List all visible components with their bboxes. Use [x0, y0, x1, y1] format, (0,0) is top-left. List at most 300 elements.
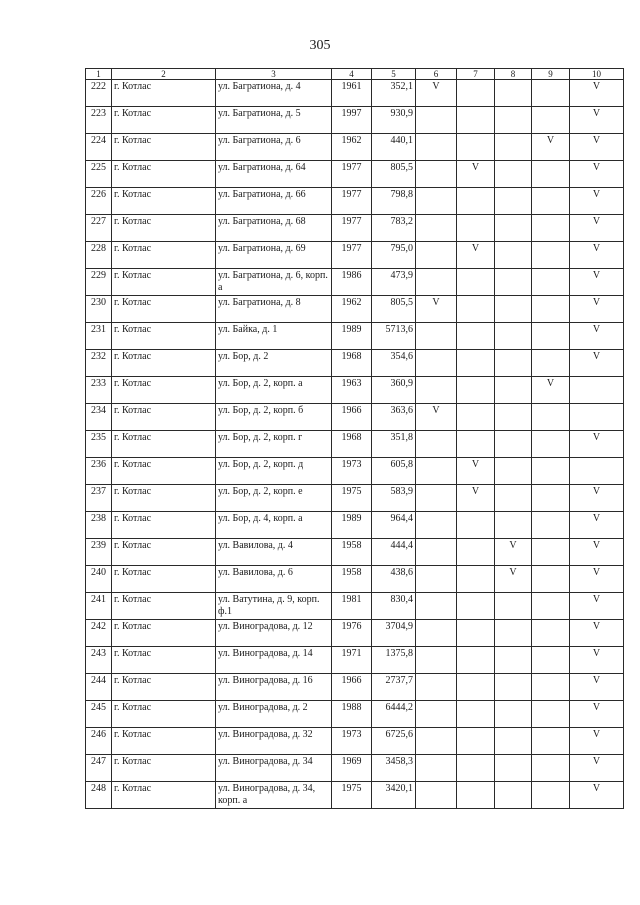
- row-number: 237: [86, 485, 112, 512]
- mark-cell-9: V: [532, 134, 570, 161]
- table-row: [86, 215, 624, 242]
- table-row: [86, 296, 624, 323]
- row-number: 240: [86, 566, 112, 593]
- mark-cell-9: [532, 188, 570, 215]
- year-cell: 1997: [332, 107, 372, 134]
- column-header: 4: [332, 69, 372, 80]
- address-cell: ул. Багратиона, д. 64: [216, 161, 332, 188]
- mark-cell-6: [416, 647, 457, 674]
- mark-cell-7: [457, 674, 495, 701]
- mark-cell-7: [457, 404, 495, 431]
- city-cell: г. Котлас: [112, 134, 216, 161]
- table-row: [86, 620, 624, 647]
- mark-cell-7: [457, 215, 495, 242]
- mark-cell-9: [532, 431, 570, 458]
- area-cell: 3420,1: [372, 782, 416, 809]
- row-number: 241: [86, 593, 112, 620]
- year-cell: 1986: [332, 269, 372, 296]
- mark-cell-7: [457, 134, 495, 161]
- mark-cell-7: [457, 80, 495, 107]
- column-header: 9: [532, 69, 570, 80]
- mark-cell-9: [532, 161, 570, 188]
- row-number: 227: [86, 215, 112, 242]
- mark-cell-6: [416, 458, 457, 485]
- mark-cell-8: [495, 431, 532, 458]
- row-number: 229: [86, 269, 112, 296]
- area-cell: 964,4: [372, 512, 416, 539]
- mark-cell-6: [416, 188, 457, 215]
- mark-cell-8: [495, 80, 532, 107]
- city-cell: г. Котлас: [112, 431, 216, 458]
- mark-cell-8: [495, 674, 532, 701]
- address-cell: ул. Байка, д. 1: [216, 323, 332, 350]
- mark-cell-10: [570, 458, 624, 485]
- city-cell: г. Котлас: [112, 350, 216, 377]
- mark-cell-9: [532, 674, 570, 701]
- mark-cell-7: [457, 647, 495, 674]
- mark-cell-9: [532, 269, 570, 296]
- mark-cell-8: [495, 755, 532, 782]
- address-cell: ул. Бор, д. 2, корп. е: [216, 485, 332, 512]
- address-cell: ул. Багратиона, д. 68: [216, 215, 332, 242]
- city-cell: г. Котлас: [112, 404, 216, 431]
- area-cell: 1375,8: [372, 647, 416, 674]
- row-number: 239: [86, 539, 112, 566]
- mark-cell-8: [495, 404, 532, 431]
- mark-cell-9: [532, 512, 570, 539]
- table-row: [86, 728, 624, 755]
- mark-cell-8: [495, 458, 532, 485]
- address-cell: ул. Виноградова, д. 12: [216, 620, 332, 647]
- mark-cell-10: V: [570, 323, 624, 350]
- year-cell: 1966: [332, 404, 372, 431]
- table-row: [86, 350, 624, 377]
- mark-cell-8: [495, 593, 532, 620]
- city-cell: г. Котлас: [112, 323, 216, 350]
- mark-cell-7: [457, 701, 495, 728]
- housing-register-table: [85, 68, 624, 809]
- mark-cell-6: V: [416, 404, 457, 431]
- city-cell: г. Котлас: [112, 161, 216, 188]
- mark-cell-7: [457, 782, 495, 809]
- row-number: 234: [86, 404, 112, 431]
- table-row: [86, 404, 624, 431]
- mark-cell-6: [416, 674, 457, 701]
- mark-cell-6: [416, 701, 457, 728]
- mark-cell-7: [457, 323, 495, 350]
- mark-cell-10: V: [570, 782, 624, 809]
- address-cell: ул. Бор, д. 4, корп. а: [216, 512, 332, 539]
- table-row: [86, 458, 624, 485]
- city-cell: г. Котлас: [112, 701, 216, 728]
- mark-cell-9: [532, 620, 570, 647]
- column-header: 2: [112, 69, 216, 80]
- area-cell: 6444,2: [372, 701, 416, 728]
- year-cell: 1989: [332, 512, 372, 539]
- city-cell: г. Котлас: [112, 566, 216, 593]
- address-cell: ул. Багратиона, д. 4: [216, 80, 332, 107]
- table-row: [86, 161, 624, 188]
- column-header: 10: [570, 69, 624, 80]
- address-cell: ул. Ватутина, д. 9, корп. ф.1: [216, 593, 332, 620]
- mark-cell-7: [457, 728, 495, 755]
- area-cell: 830,4: [372, 593, 416, 620]
- address-cell: ул. Виноградова, д. 34: [216, 755, 332, 782]
- city-cell: г. Котлас: [112, 269, 216, 296]
- address-cell: ул. Виноградова, д. 34, корп. а: [216, 782, 332, 809]
- row-number: 230: [86, 296, 112, 323]
- mark-cell-9: [532, 701, 570, 728]
- mark-cell-9: [532, 242, 570, 269]
- mark-cell-6: [416, 161, 457, 188]
- mark-cell-7: [457, 593, 495, 620]
- mark-cell-8: [495, 701, 532, 728]
- mark-cell-8: [495, 161, 532, 188]
- table-row: [86, 647, 624, 674]
- year-cell: 1969: [332, 755, 372, 782]
- mark-cell-9: [532, 755, 570, 782]
- mark-cell-6: [416, 431, 457, 458]
- column-header: 7: [457, 69, 495, 80]
- mark-cell-7: [457, 512, 495, 539]
- year-cell: 1973: [332, 728, 372, 755]
- area-cell: 352,1: [372, 80, 416, 107]
- city-cell: г. Котлас: [112, 107, 216, 134]
- mark-cell-6: [416, 782, 457, 809]
- column-header: 8: [495, 69, 532, 80]
- mark-cell-10: V: [570, 485, 624, 512]
- area-cell: 3704,9: [372, 620, 416, 647]
- year-cell: 1977: [332, 242, 372, 269]
- year-cell: 1981: [332, 593, 372, 620]
- mark-cell-9: V: [532, 377, 570, 404]
- area-cell: 438,6: [372, 566, 416, 593]
- row-number: 226: [86, 188, 112, 215]
- mark-cell-6: [416, 377, 457, 404]
- mark-cell-7: V: [457, 242, 495, 269]
- row-number: 222: [86, 80, 112, 107]
- mark-cell-10: [570, 404, 624, 431]
- row-number: 232: [86, 350, 112, 377]
- mark-cell-10: V: [570, 539, 624, 566]
- city-cell: г. Котлас: [112, 377, 216, 404]
- mark-cell-10: V: [570, 728, 624, 755]
- mark-cell-6: [416, 728, 457, 755]
- mark-cell-6: [416, 323, 457, 350]
- city-cell: г. Котлас: [112, 782, 216, 809]
- area-cell: 354,6: [372, 350, 416, 377]
- area-cell: 5713,6: [372, 323, 416, 350]
- mark-cell-9: [532, 485, 570, 512]
- mark-cell-6: [416, 620, 457, 647]
- area-cell: 583,9: [372, 485, 416, 512]
- mark-cell-10: V: [570, 701, 624, 728]
- mark-cell-9: [532, 458, 570, 485]
- mark-cell-10: V: [570, 674, 624, 701]
- mark-cell-10: V: [570, 296, 624, 323]
- city-cell: г. Котлас: [112, 728, 216, 755]
- mark-cell-6: V: [416, 80, 457, 107]
- table-row: [86, 80, 624, 107]
- mark-cell-8: [495, 377, 532, 404]
- area-cell: 360,9: [372, 377, 416, 404]
- row-number: 238: [86, 512, 112, 539]
- address-cell: ул. Вавилова, д. 6: [216, 566, 332, 593]
- row-number: 248: [86, 782, 112, 809]
- city-cell: г. Котлас: [112, 674, 216, 701]
- address-cell: ул. Багратиона, д. 6: [216, 134, 332, 161]
- city-cell: г. Котлас: [112, 593, 216, 620]
- table-row: [86, 566, 624, 593]
- mark-cell-7: [457, 188, 495, 215]
- area-cell: 798,8: [372, 188, 416, 215]
- column-header: 6: [416, 69, 457, 80]
- table-row: [86, 755, 624, 782]
- year-cell: 1973: [332, 458, 372, 485]
- address-cell: ул. Виноградова, д. 32: [216, 728, 332, 755]
- city-cell: г. Котлас: [112, 539, 216, 566]
- mark-cell-7: V: [457, 485, 495, 512]
- table-row: [86, 701, 624, 728]
- row-number: 224: [86, 134, 112, 161]
- year-cell: 1962: [332, 134, 372, 161]
- mark-cell-7: [457, 620, 495, 647]
- table-row: [86, 512, 624, 539]
- year-cell: 1958: [332, 566, 372, 593]
- table-row: [86, 107, 624, 134]
- year-cell: 1968: [332, 350, 372, 377]
- table-body: [86, 80, 624, 809]
- mark-cell-8: [495, 647, 532, 674]
- area-cell: 930,9: [372, 107, 416, 134]
- year-cell: 1977: [332, 215, 372, 242]
- mark-cell-8: [495, 323, 532, 350]
- mark-cell-6: [416, 242, 457, 269]
- address-cell: ул. Бор, д. 2, корп. а: [216, 377, 332, 404]
- mark-cell-10: V: [570, 107, 624, 134]
- area-cell: 6725,6: [372, 728, 416, 755]
- table-row: [86, 539, 624, 566]
- mark-cell-9: [532, 80, 570, 107]
- area-cell: 3458,3: [372, 755, 416, 782]
- mark-cell-8: [495, 296, 532, 323]
- mark-cell-8: [495, 269, 532, 296]
- mark-cell-6: [416, 755, 457, 782]
- mark-cell-6: [416, 350, 457, 377]
- address-cell: ул. Виноградова, д. 16: [216, 674, 332, 701]
- year-cell: 1963: [332, 377, 372, 404]
- table-row: [86, 242, 624, 269]
- mark-cell-9: [532, 404, 570, 431]
- area-cell: 363,6: [372, 404, 416, 431]
- city-cell: г. Котлас: [112, 755, 216, 782]
- city-cell: г. Котлас: [112, 80, 216, 107]
- mark-cell-8: [495, 107, 532, 134]
- year-cell: 1989: [332, 323, 372, 350]
- mark-cell-9: [532, 215, 570, 242]
- mark-cell-8: V: [495, 539, 532, 566]
- address-cell: ул. Багратиона, д. 6, корп. а: [216, 269, 332, 296]
- area-cell: 783,2: [372, 215, 416, 242]
- mark-cell-6: [416, 269, 457, 296]
- year-cell: 1962: [332, 296, 372, 323]
- column-header: 3: [216, 69, 332, 80]
- row-number: 223: [86, 107, 112, 134]
- table-row: [86, 323, 624, 350]
- row-number: 243: [86, 647, 112, 674]
- mark-cell-7: [457, 377, 495, 404]
- mark-cell-10: V: [570, 269, 624, 296]
- year-cell: 1975: [332, 782, 372, 809]
- mark-cell-8: [495, 242, 532, 269]
- area-cell: 795,0: [372, 242, 416, 269]
- address-cell: ул. Багратиона, д. 69: [216, 242, 332, 269]
- row-number: 233: [86, 377, 112, 404]
- mark-cell-9: [532, 782, 570, 809]
- city-cell: г. Котлас: [112, 620, 216, 647]
- mark-cell-7: [457, 350, 495, 377]
- mark-cell-10: V: [570, 755, 624, 782]
- year-cell: 1988: [332, 701, 372, 728]
- mark-cell-7: [457, 566, 495, 593]
- mark-cell-7: [457, 755, 495, 782]
- table-header: [86, 69, 624, 80]
- address-cell: ул. Бор, д. 2, корп. д: [216, 458, 332, 485]
- mark-cell-7: [457, 539, 495, 566]
- mark-cell-7: V: [457, 161, 495, 188]
- area-cell: 473,9: [372, 269, 416, 296]
- table-row: [86, 485, 624, 512]
- city-cell: г. Котлас: [112, 242, 216, 269]
- row-number: 225: [86, 161, 112, 188]
- table-row: [86, 188, 624, 215]
- page-number: 305: [309, 38, 331, 53]
- mark-cell-9: [532, 539, 570, 566]
- year-cell: 1971: [332, 647, 372, 674]
- mark-cell-9: [532, 296, 570, 323]
- mark-cell-10: V: [570, 431, 624, 458]
- area-cell: 805,5: [372, 161, 416, 188]
- row-number: 231: [86, 323, 112, 350]
- mark-cell-10: [570, 377, 624, 404]
- column-number-row: [86, 69, 624, 80]
- year-cell: 1976: [332, 620, 372, 647]
- mark-cell-8: [495, 620, 532, 647]
- city-cell: г. Котлас: [112, 296, 216, 323]
- city-cell: г. Котлас: [112, 458, 216, 485]
- table-row: [86, 269, 624, 296]
- year-cell: 1977: [332, 161, 372, 188]
- year-cell: 1977: [332, 188, 372, 215]
- city-cell: г. Котлас: [112, 647, 216, 674]
- mark-cell-6: [416, 215, 457, 242]
- column-header: 1: [86, 69, 112, 80]
- area-cell: 440,1: [372, 134, 416, 161]
- mark-cell-10: V: [570, 512, 624, 539]
- mark-cell-6: [416, 512, 457, 539]
- mark-cell-8: [495, 512, 532, 539]
- row-number: 228: [86, 242, 112, 269]
- mark-cell-9: [532, 323, 570, 350]
- row-number: 245: [86, 701, 112, 728]
- address-cell: ул. Багратиона, д. 5: [216, 107, 332, 134]
- mark-cell-8: [495, 215, 532, 242]
- city-cell: г. Котлас: [112, 188, 216, 215]
- area-cell: 2737,7: [372, 674, 416, 701]
- mark-cell-10: V: [570, 593, 624, 620]
- mark-cell-9: [532, 566, 570, 593]
- mark-cell-8: [495, 188, 532, 215]
- mark-cell-7: [457, 269, 495, 296]
- mark-cell-6: [416, 539, 457, 566]
- row-number: 235: [86, 431, 112, 458]
- mark-cell-9: [532, 728, 570, 755]
- address-cell: ул. Бор, д. 2: [216, 350, 332, 377]
- address-cell: ул. Багратиона, д. 66: [216, 188, 332, 215]
- address-cell: ул. Бор, д. 2, корп. г: [216, 431, 332, 458]
- mark-cell-10: V: [570, 242, 624, 269]
- mark-cell-10: V: [570, 350, 624, 377]
- mark-cell-10: V: [570, 647, 624, 674]
- city-cell: г. Котлас: [112, 215, 216, 242]
- mark-cell-8: [495, 782, 532, 809]
- mark-cell-10: V: [570, 215, 624, 242]
- table-row: [86, 377, 624, 404]
- mark-cell-10: V: [570, 188, 624, 215]
- table-row: [86, 593, 624, 620]
- mark-cell-8: [495, 485, 532, 512]
- mark-cell-6: [416, 485, 457, 512]
- mark-cell-8: [495, 728, 532, 755]
- address-cell: ул. Вавилова, д. 4: [216, 539, 332, 566]
- year-cell: 1968: [332, 431, 372, 458]
- area-cell: 805,5: [372, 296, 416, 323]
- mark-cell-9: [532, 350, 570, 377]
- row-number: 244: [86, 674, 112, 701]
- city-cell: г. Котлас: [112, 485, 216, 512]
- row-number: 247: [86, 755, 112, 782]
- address-cell: ул. Виноградова, д. 2: [216, 701, 332, 728]
- row-number: 246: [86, 728, 112, 755]
- column-header: 5: [372, 69, 416, 80]
- area-cell: 351,8: [372, 431, 416, 458]
- address-cell: ул. Виноградова, д. 14: [216, 647, 332, 674]
- table-row: [86, 431, 624, 458]
- row-number: 242: [86, 620, 112, 647]
- mark-cell-8: [495, 350, 532, 377]
- mark-cell-7: [457, 296, 495, 323]
- address-cell: ул. Бор, д. 2, корп. б: [216, 404, 332, 431]
- mark-cell-9: [532, 647, 570, 674]
- table-row: [86, 674, 624, 701]
- mark-cell-10: V: [570, 134, 624, 161]
- area-cell: 444,4: [372, 539, 416, 566]
- mark-cell-6: V: [416, 296, 457, 323]
- mark-cell-10: V: [570, 620, 624, 647]
- mark-cell-7: V: [457, 458, 495, 485]
- table-row: [86, 134, 624, 161]
- year-cell: 1958: [332, 539, 372, 566]
- mark-cell-9: [532, 593, 570, 620]
- mark-cell-7: [457, 431, 495, 458]
- table-row: [86, 782, 624, 809]
- mark-cell-10: V: [570, 566, 624, 593]
- mark-cell-10: V: [570, 80, 624, 107]
- mark-cell-7: [457, 107, 495, 134]
- year-cell: 1966: [332, 674, 372, 701]
- mark-cell-10: V: [570, 161, 624, 188]
- mark-cell-6: [416, 566, 457, 593]
